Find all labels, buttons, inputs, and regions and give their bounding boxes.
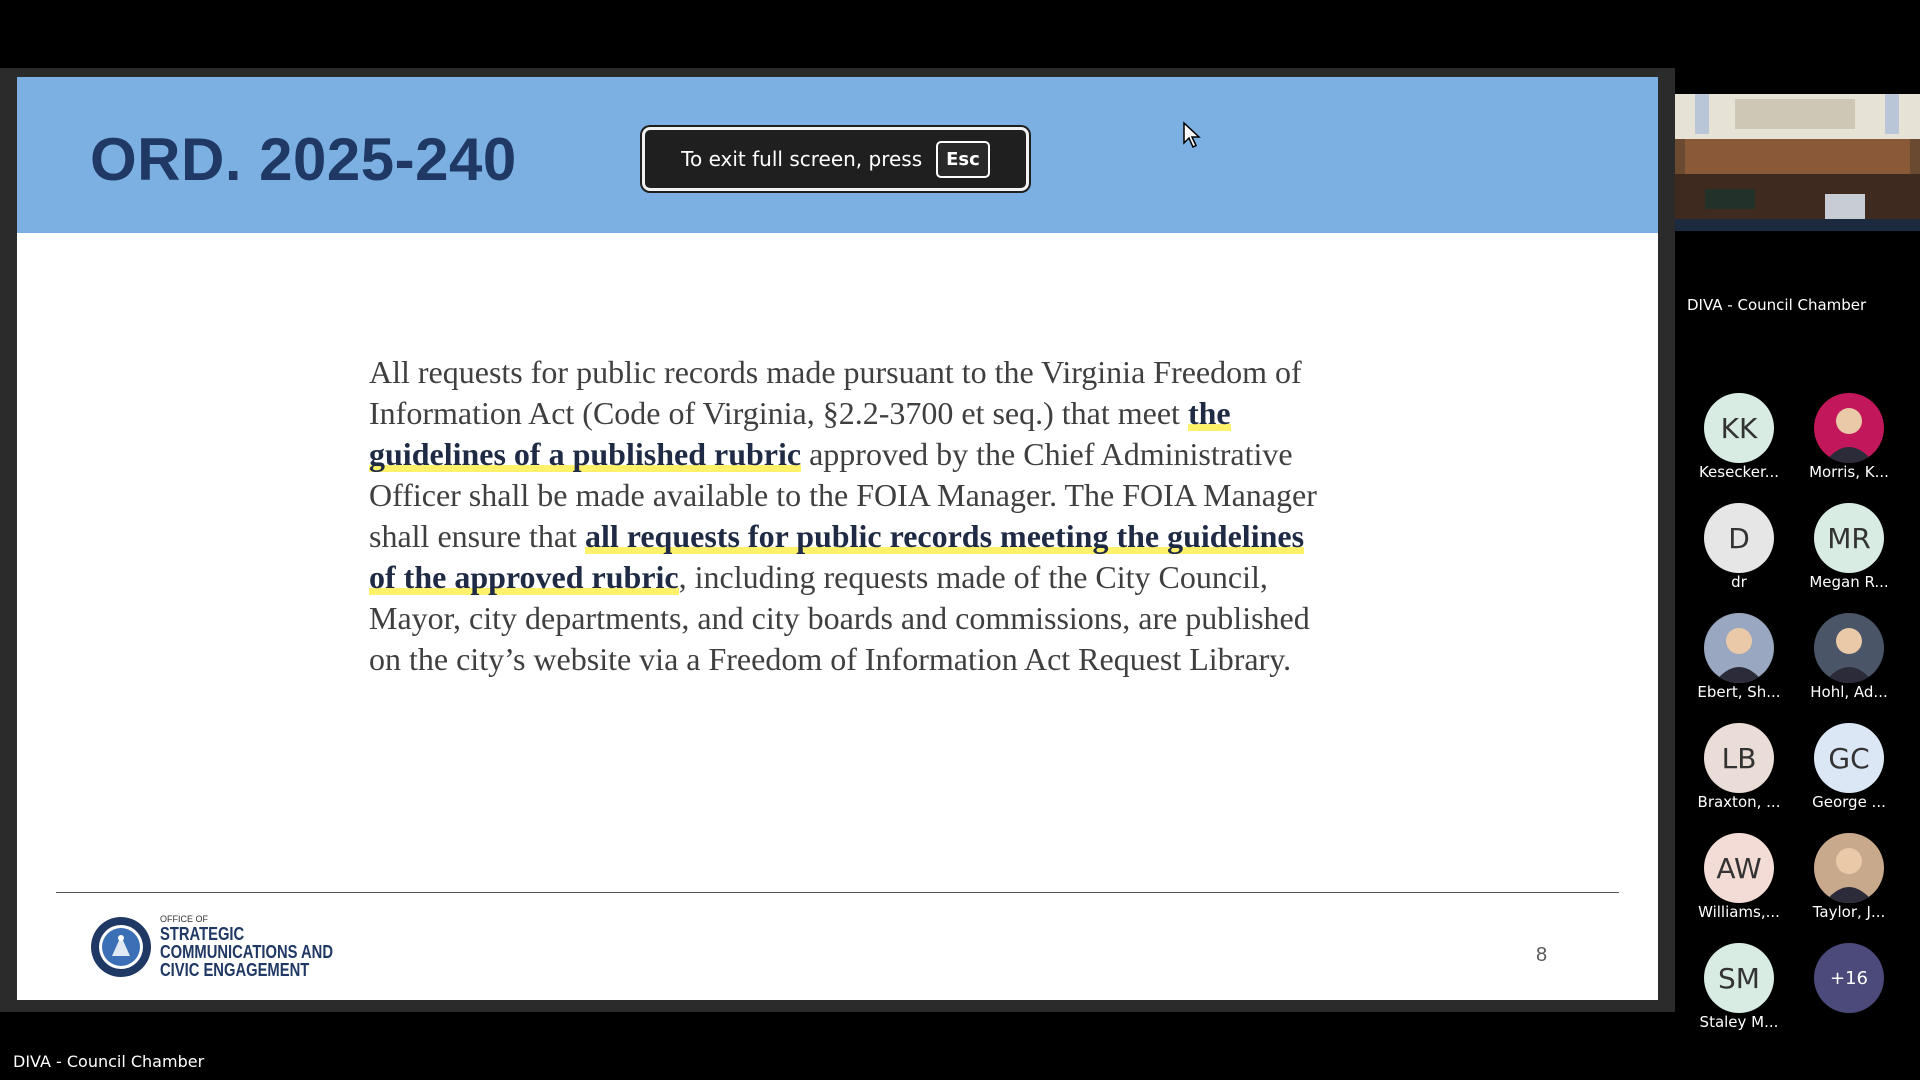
participant-initials-avatar: MR [1814,503,1884,573]
more-participants-button[interactable] [1794,943,1904,1033]
body-text-1: All requests for public records made pursuant to the Virginia Freedom of Information Act (Code of Virginia, §2.2-3700 et seq.) that meet [369,354,1302,431]
participant-name: George ... [1812,793,1886,811]
logo-line-1: STRATEGIC [160,924,245,944]
slide-body-text [369,352,1329,680]
stage-label: DIVA - Council Chamber [1687,296,1867,314]
mouse-cursor-icon [1182,121,1202,149]
participant-name: Kesecker... [1698,463,1780,481]
city-seal-icon [90,916,152,978]
participant-name: Braxton, ... [1697,793,1781,811]
participant-initials-avatar: D [1704,503,1774,573]
participant-tile[interactable] [1684,943,1794,1033]
logo-line-2: COMMUNICATIONS AND [160,942,334,962]
participant-tile[interactable] [1794,723,1904,813]
footer-divider [56,892,1619,893]
participant-name: Staley M... [1699,1013,1779,1031]
toast-message: To exit full screen, press [681,147,923,171]
council-chamber-video[interactable] [1675,94,1920,231]
participant-initials-avatar: SM [1704,943,1774,1013]
presentation-slide [17,77,1658,1000]
participant-tile[interactable] [1794,613,1904,703]
participant-tile[interactable] [1794,503,1904,593]
participant-name: Williams,... [1698,903,1780,921]
participant-tile[interactable] [1794,393,1904,483]
highlight-rubric: the guidelines of a published rubric [369,395,1231,472]
participant-initials-avatar: LB [1704,723,1774,793]
participant-name: Hohl, Ad... [1810,683,1888,701]
highlight-requests: all requests for public records meeting the guidelines of the approved rubric [369,518,1305,595]
more-participants-count: +16 [1814,943,1884,1013]
logo-small-text: OFFICE OF [160,914,208,924]
participant-name: Ebert, Sh... [1697,683,1781,701]
participant-photo-avatar [1814,613,1884,683]
participant-tile[interactable] [1794,833,1904,923]
participant-name: Megan R... [1809,573,1889,591]
participant-name: Taylor, J... [1812,903,1886,921]
participant-initials-avatar: AW [1704,833,1774,903]
esc-key-badge: Esc [936,141,990,178]
participant-tile[interactable] [1684,503,1794,593]
slide-page-number: 8 [1536,944,1548,966]
participant-photo-avatar [1704,613,1774,683]
participant-photo-avatar [1814,833,1884,903]
fullscreen-exit-toast [642,127,1029,191]
participant-name: Morris, K... [1809,463,1889,481]
body-text-2: approved by the Chief Administrative Officer shall be made available to the FOIA Manager. The FOIA Manager shall ensure that [369,436,1317,554]
participant-tile[interactable] [1684,393,1794,483]
office-logo [90,914,371,979]
participant-tile[interactable] [1684,613,1794,703]
slide-title: ORD. 2025-240 [90,126,517,193]
logo-text [160,914,371,979]
participant-tile[interactable] [1684,833,1794,923]
meeting-name-label: DIVA - Council Chamber [13,1052,205,1071]
participant-initials-avatar: KK [1704,393,1774,463]
participant-tile[interactable] [1684,723,1794,813]
logo-line-3: CIVIC ENGAGEMENT [160,960,310,980]
participant-photo-avatar [1814,393,1884,463]
participant-initials-avatar: GC [1814,723,1884,793]
body-text-3: , including requests made of the City Council, Mayor, city departments, and city boards and commissions, are published on the city’s website via a Freedom of Information Act Request Library. [369,559,1310,677]
participant-name: dr [1731,573,1747,591]
